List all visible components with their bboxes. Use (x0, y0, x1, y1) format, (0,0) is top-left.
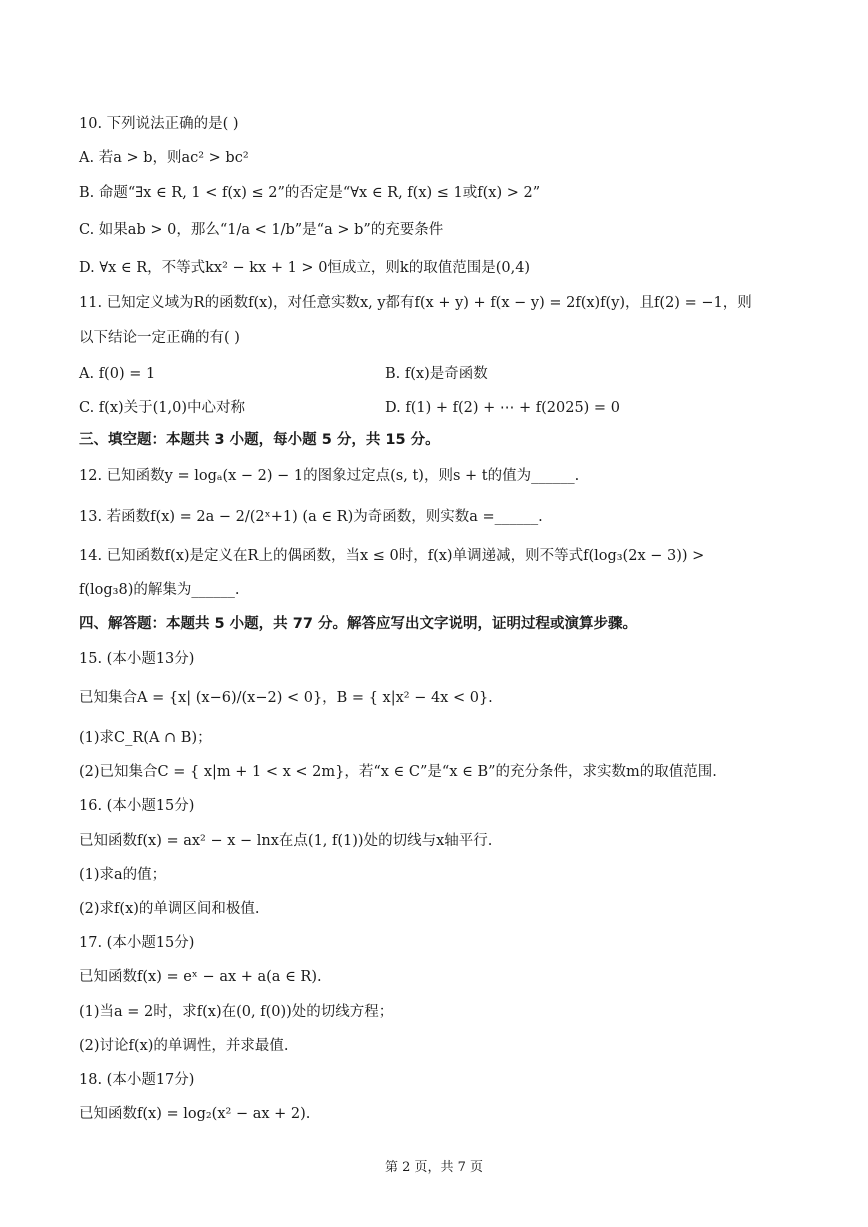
q16-part1: (1)求a的值； (79, 867, 167, 883)
q13-text: 13. 若函数f(x) = 2a − 2/(2ˣ+1) (a ∈ R)为奇函数，则实数a =______. (79, 509, 543, 525)
q11-option-d: D. f(1) + f(2) + ⋯ + f(2025) = 0 (385, 400, 620, 416)
q16-head: 16. (本小题15分) (79, 798, 195, 814)
q17-part1: (1)当a = 2时，求f(x)在(0, f(0))处的切线方程； (79, 1004, 394, 1020)
section-answer-heading: 四、解答题：本题共 5 小题，共 77 分。解答应写出文字说明，证明过程或演算步骤。 (79, 616, 637, 632)
q14-line1: 14. 已知函数f(x)是定义在R上的偶函数，当x ≤ 0时，f(x)单调递减，则不等式f(log₃(2x − 3)) > (79, 548, 705, 564)
q15-part1: (1)求C_R(A ∩ B)； (79, 730, 212, 746)
q17-stem: 已知函数f(x) = eˣ − ax + a(a ∈ R). (79, 969, 322, 985)
q17-head: 17. (本小题15分) (79, 935, 195, 951)
page-footer: 第 2 页，共 7 页 (384, 1160, 484, 1175)
q10-option-c: C. 如果ab > 0，那么“1/a < 1/b”是“a > b”的充要条件 (79, 222, 444, 238)
q10-option-b: B. 命题“∃x ∈ R, 1 < f(x) ≤ 2”的否定是“∀x ∈ R, f(x) ≤ 1或f(x) > 2” (79, 185, 541, 201)
q16-stem: 已知函数f(x) = ax² − x − lnx在点(1, f(1))处的切线与x轴平行. (79, 833, 493, 849)
q14-line2: f(log₃8)的解集为______. (79, 582, 240, 598)
q10-option-a: A. 若a > b，则ac² > bc² (79, 150, 249, 166)
q17-part2: (2)讨论f(x)的单调性，并求最值. (79, 1038, 289, 1054)
q15-head: 15. (本小题13分) (79, 651, 195, 667)
q16-part2: (2)求f(x)的单调区间和极值. (79, 901, 260, 917)
q10-stem: 10. 下列说法正确的是( ) (79, 116, 239, 132)
q12-text: 12. 已知函数y = logₐ(x − 2) − 1的图象过定点(s, t)，则s + t的值为______. (79, 468, 580, 484)
q11-option-c: C. f(x)关于(1,0)中心对称 (79, 400, 246, 416)
q11-option-b: B. f(x)是奇函数 (385, 366, 488, 382)
q10-option-d: D. ∀x ∈ R，不等式kx² − kx + 1 > 0恒成立，则k的取值范围是(0,4) (79, 260, 531, 276)
section-fill-in-heading: 三、填空题：本题共 3 小题，每小题 5 分，共 15 分。 (79, 432, 440, 448)
q11-stem-line2: 以下结论一定正确的有( ) (79, 330, 240, 346)
q11-option-a: A. f(0) = 1 (79, 366, 156, 382)
q11-stem-line1: 11. 已知定义域为R的函数f(x)，对任意实数x, y都有f(x + y) + f(x − y) = 2f(x)f(y)，且f(2) = −1，则 (79, 295, 752, 311)
q15-stem: 已知集合A = {x| (x−6)/(x−2) < 0}，B = { x|x² − 4x < 0}. (79, 690, 493, 706)
q15-part2: (2)已知集合C = { x|m + 1 < x < 2m}，若“x ∈ C”是“x ∈ B”的充分条件，求实数m的取值范围. (79, 764, 717, 780)
q18-head: 18. (本小题17分) (79, 1072, 195, 1088)
q18-stem: 已知函数f(x) = log₂(x² − ax + 2). (79, 1106, 311, 1122)
